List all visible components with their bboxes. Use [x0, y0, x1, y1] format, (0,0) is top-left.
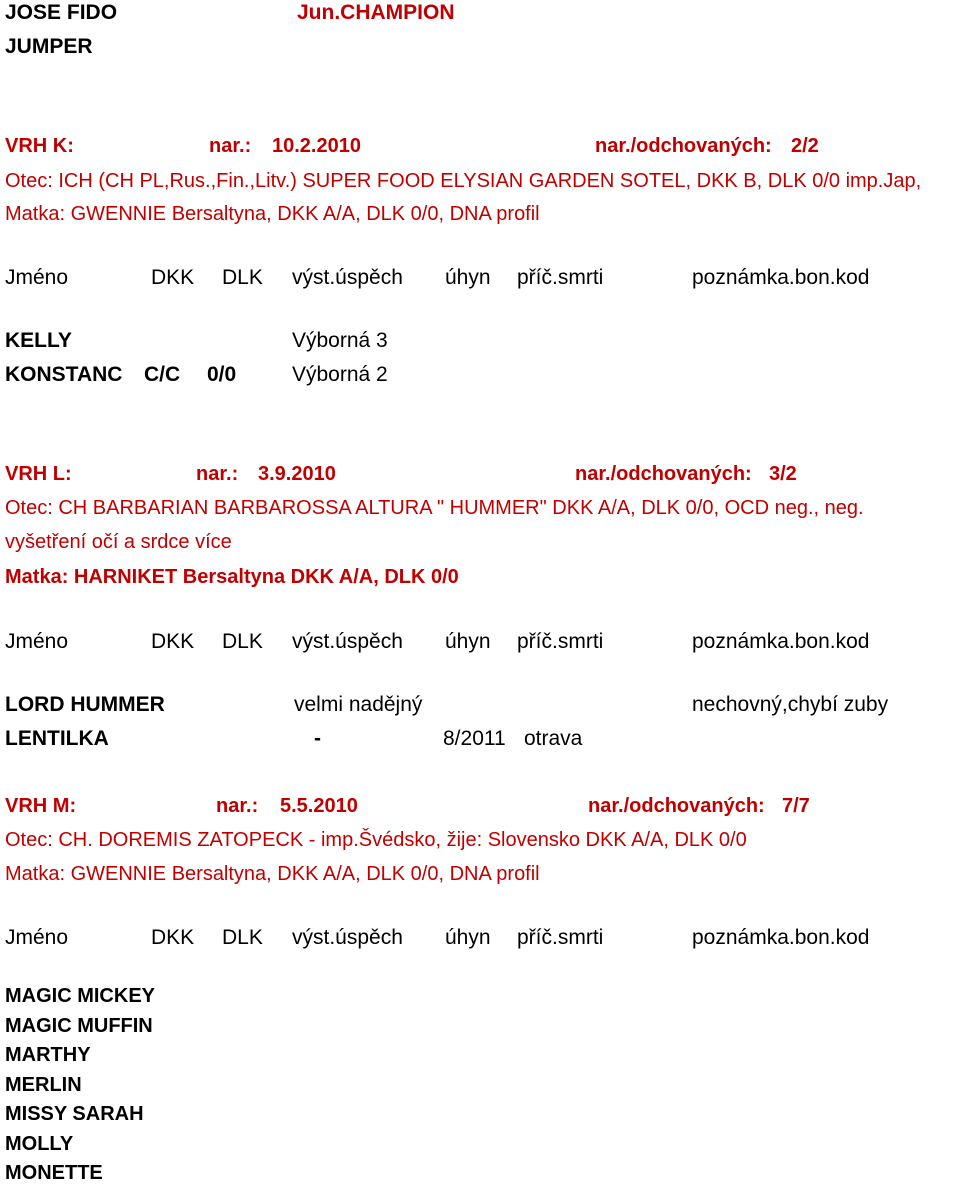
puppy-result: Výborná 2	[292, 363, 388, 386]
col-dlk: DLK	[222, 926, 263, 949]
list-item: MAGIC MUFFIN	[5, 1015, 153, 1037]
litter-l-father-cont: vyšetření očí a srdce více	[5, 531, 232, 553]
litter-k-label: VRH K:	[5, 135, 74, 157]
col-note: poznámka.bon.kod	[692, 630, 870, 653]
litter-m-father: Otec: CH. DOREMIS ZATOPECK - imp.Švédsko, žije: Slovensko DKK A/A, DLK 0/0	[5, 829, 747, 851]
list-item: MISSY SARAH	[5, 1103, 144, 1125]
puppy-name: LENTILKA	[5, 727, 109, 750]
puppy-dlk: 0/0	[207, 363, 237, 386]
litter-l-raised-value: 3/2	[769, 463, 797, 485]
litter-m-raised-label: nar./odchovaných:	[588, 795, 765, 817]
col-dkk: DKK	[151, 266, 195, 289]
col-death: úhyn	[445, 926, 491, 949]
col-show-result: výst.úspěch	[292, 630, 403, 653]
col-note: poznámka.bon.kod	[692, 266, 870, 289]
list-item: MONETTE	[5, 1162, 103, 1184]
dog-name-1: JOSE FIDO	[5, 1, 118, 24]
col-death: úhyn	[445, 266, 491, 289]
col-name: Jméno	[5, 266, 69, 289]
col-dkk: DKK	[151, 630, 195, 653]
col-name: Jméno	[5, 630, 69, 653]
col-death: úhyn	[445, 630, 491, 653]
list-item: MOLLY	[5, 1133, 74, 1155]
col-death-cause: příč.smrti	[517, 630, 604, 653]
puppy-death: 8/2011	[443, 727, 506, 750]
list-item: MERLIN	[5, 1074, 82, 1096]
col-name: Jméno	[5, 926, 69, 949]
litter-k-born-label: nar.:	[209, 135, 252, 157]
litter-k-raised-value: 2/2	[791, 135, 819, 157]
litter-m-label: VRH M:	[5, 795, 77, 817]
puppy-name: KELLY	[5, 329, 72, 352]
litter-k-mother: Matka: GWENNIE Bersaltyna, DKK A/A, DLK 0/0, DNA profil	[5, 203, 540, 225]
col-show-result: výst.úspěch	[292, 266, 403, 289]
col-dkk: DKK	[151, 926, 195, 949]
litter-m-born-date: 5.5.2010	[280, 795, 358, 817]
col-note: poznámka.bon.kod	[692, 926, 870, 949]
litter-m-born-label: nar.:	[216, 795, 259, 817]
puppy-name: LORD HUMMER	[5, 693, 165, 716]
puppy-result: Výborná 3	[292, 329, 388, 352]
litter-m-mother: Matka: GWENNIE Bersaltyna, DKK A/A, DLK 0/0, DNA profil	[5, 863, 540, 885]
litter-m-raised-value: 7/7	[782, 795, 810, 817]
litter-l-label: VRH L:	[5, 463, 72, 485]
litter-k-born-date: 10.2.2010	[272, 135, 361, 157]
puppy-name: KONSTANC	[5, 363, 123, 386]
litter-k-raised-label: nar./odchovaných:	[595, 135, 772, 157]
col-death-cause: příč.smrti	[517, 926, 604, 949]
puppy-dkk: C/C	[144, 363, 181, 386]
puppy-result: -	[314, 727, 321, 750]
litter-l-born-label: nar.:	[196, 463, 239, 485]
dog-name-2: JUMPER	[5, 35, 93, 58]
puppy-result: velmi nadějný	[294, 693, 423, 716]
litter-l-mother: Matka: HARNIKET Bersaltyna DKK A/A, DLK 0/0	[5, 566, 459, 588]
list-item: MARTHY	[5, 1044, 91, 1066]
litter-l-father: Otec: CH BARBARIAN BARBAROSSA ALTURA " HUMMER" DKK A/A, DLK 0/0, OCD neg., neg.	[5, 497, 864, 519]
col-dlk: DLK	[222, 266, 263, 289]
list-item: MAGIC MICKEY	[5, 985, 155, 1007]
puppy-death-cause: otrava	[524, 727, 583, 750]
col-show-result: výst.úspěch	[292, 926, 403, 949]
page-title: Jun.CHAMPION	[297, 1, 455, 24]
litter-l-born-date: 3.9.2010	[258, 463, 336, 485]
col-death-cause: příč.smrti	[517, 266, 604, 289]
litter-k-father: Otec: ICH (CH PL,Rus.,Fin.,Litv.) SUPER FOOD ELYSIAN GARDEN SOTEL, DKK B, DLK 0/0 imp.Jap,	[5, 170, 922, 192]
puppy-note: nechovný,chybí zuby	[692, 693, 889, 716]
col-dlk: DLK	[222, 630, 263, 653]
litter-l-raised-label: nar./odchovaných:	[575, 463, 752, 485]
